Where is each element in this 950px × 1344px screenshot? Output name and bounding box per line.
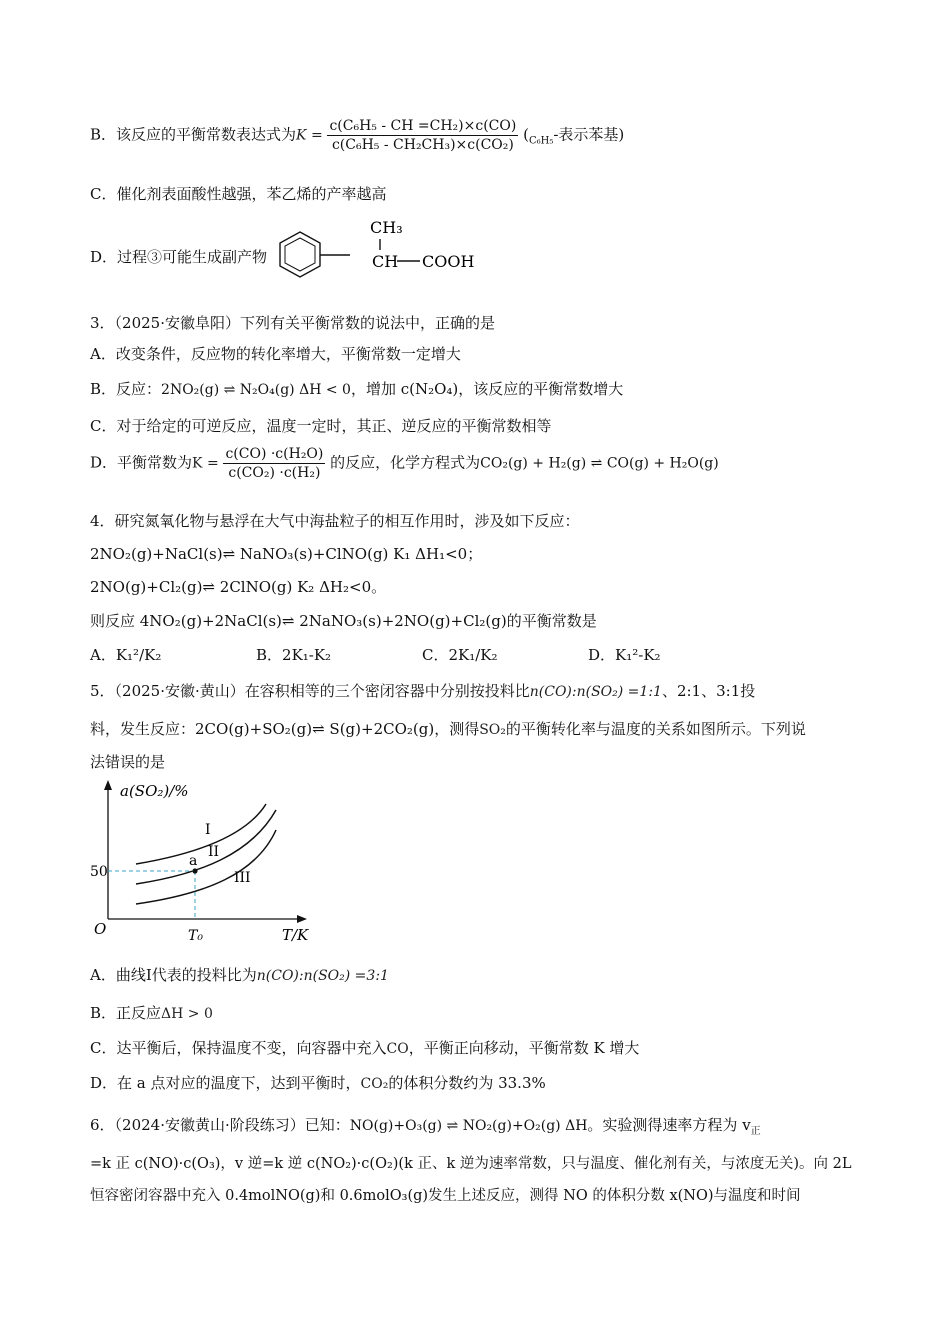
q3-d-mid: 的反应，化学方程式为 [330,453,481,472]
q3-d-denominator: c(CO₂) ·c(H₂) [228,465,321,481]
q3-d-numerator: c(CO) ·c(H₂O) [225,446,324,462]
q4-option-b: B．2K₁-K₂ [256,646,332,664]
q4-reaction-1: 2NO₂(g)+NaCl(s)⇌ NaNO₃(s)+ClNO(g) K₁ ΔH₁<0； [90,545,483,563]
q5-d-prefix: D．在 a 点对应的温度下，达到平衡时， [90,1074,361,1092]
q3-option-c: C．对于给定的可逆反应，温度一定时，其正、逆反应的平衡常数相等 [90,417,552,435]
q2-option-c: C．催化剂表面酸性越强，苯乙烯的产率越高 [90,185,387,203]
q2-b-suffix: -表示苯基) [553,125,625,144]
y-tick-50: 50 [90,864,108,880]
q5-a-prefix: A．曲线Ⅰ代表的投料比为 [90,966,257,984]
curve-iii-label: III [234,870,251,886]
q2-b-paren: ( [523,125,529,144]
q2-option-b [90,118,624,153]
q3-option-a: A．改变条件，反应物的转化率增大，平衡常数一定增大 [90,345,461,363]
ch3-label: CH₃ [370,218,403,237]
y-axis-label: a(SO₂)/% [120,782,189,800]
q5-line-1 [90,680,755,701]
q5-l2-tail: 的平衡转化率与温度的关系如图所示。下列说 [505,720,806,738]
q5-a-ratio: n(CO):n(SO₂) =3:1 [256,968,389,984]
q6-l1-tail: 。实验测得速率方程为 v [587,1116,751,1134]
q4-option-a: A．K₁²/K₂ [90,646,162,664]
q5-option-b [90,1002,213,1023]
q6-l1-sub: 正 [750,1126,761,1137]
q5-l2-so2: SO₂ [479,722,506,738]
q5-option-d [90,1072,546,1093]
q5-line-2 [90,718,806,739]
q5-b-dh: ΔH > 0 [161,1006,213,1022]
q4-option-d: D．K₁²-K₂ [588,646,661,664]
point-a [192,868,197,873]
q2-b-numerator: c(C₆H₅ - CH =CH₂)×c(CO) [329,118,517,134]
q5-c-prefix: C．达平衡后，保持温度不变，向容器中充入 [90,1039,387,1057]
q6-l1-text: 6．（2024·安徽黄山·阶段练习）已知： [90,1116,350,1134]
q5-l1-tail: 、2:1、3:1投 [661,682,756,700]
curve-ii-label: II [208,844,220,860]
q2-b-prefix: B．该反应的平衡常数表达式为 [90,125,297,144]
q6-line-3: 恒容密闭容器中充入 0.4molNO(g)和 0.6molO₃(g)发生上述反应，测得 NO 的体积分数 x(NO)与温度和时间 [90,1188,801,1204]
q3-option-d [90,446,719,481]
q6-l1-equation: NO(g)+O₃(g) ⇌ NO₂(g)+O₂(g) ΔH [349,1118,588,1134]
q3-b-suffix: ，增加 c(N₂O₄)，该反应的平衡常数增大 [350,380,624,398]
q6-line-2: =k 正 c(NO)·c(O₃)，v 逆=k 逆 c(NO₂)·c(O₂)(k 正、k 逆为速率常数，只与温度、催化剂有关，与浓度无关)。向 2L [90,1156,852,1172]
q4-title: 4．研究氮氧化物与悬浮在大气中海盐粒子的相互作用时，涉及如下反应： [90,512,580,530]
q3-b-prefix: B．反应： [90,380,162,398]
q4-reaction-2: 2NO(g)+Cl₂(g)⇌ 2ClNO(g) K₂ ΔH₂<0。 [90,578,387,596]
x-tick-t0: T₀ [188,928,203,944]
q2-b-fraction [327,118,518,153]
q5-line-3: 法错误的是 [90,753,166,771]
q3-d-fraction [223,446,325,481]
q4-question: 则反应 4NO₂(g)+2NaCl(s)⇌ 2NaNO₃(s)+2NO(g)+Cl₂(g)的平衡常数是 [90,612,597,630]
q6-line-1 [90,1114,761,1137]
q5-c-suffix: ，平衡正向移动，平衡常数 K 增大 [408,1039,640,1057]
q2-b-denominator: c(C₆H₅ - CH₂CH₃)×c(CO₂) [331,137,514,153]
q5-l2-text: 料，发生反应：2CO(g)+SO₂(g)⇌ S(g)+2CO₂(g)，测得 [90,720,480,738]
q5-option-a [90,964,389,985]
q5-option-c [90,1037,639,1058]
phenylpropanoic-acid-structure [262,214,492,280]
q5-c-co: CO [386,1041,409,1057]
q2-option-d: D．过程③可能生成副产物 [90,248,268,266]
q5-l1-ratio: n(CO):n(SO₂) =1:1 [529,684,662,700]
q3-d-equation: CO₂(g) + H₂(g) ⇌ CO(g) + H₂O(g) [480,455,719,472]
cooh-label: COOH [422,252,475,271]
x-axis-label: T/K [282,926,309,944]
q3-d-prefix: D．平衡常数为 [90,453,193,472]
q2-b-group: C₆H₅ [528,135,554,147]
q5-l1-text: 5．（2025·安徽·黄山）在容积相等的三个密闭容器中分别按投料比 [90,682,530,700]
q3-b-equation: 2NO₂(g) ⇌ N₂O₄(g) ΔH < 0 [161,382,351,398]
point-a-label: a [189,853,198,869]
curve-i [136,804,266,864]
q5-b-prefix: B．正反应 [90,1004,162,1022]
q3-option-b [90,378,623,399]
ch-label: CH [372,252,399,271]
q4-option-c: C．2K₁/K₂ [422,646,498,664]
q5-d-co2: CO₂ [360,1076,389,1092]
q3-d-k: K = [192,455,219,472]
origin-label: O [94,920,107,938]
curve-i-label: I [205,822,211,838]
q5-d-suffix: 的体积分数约为 33.3% [388,1074,546,1092]
q3-title: 3．（2025·安徽阜阳）下列有关平衡常数的说法中，正确的是 [90,314,495,332]
so2-conversion-graph [86,776,316,950]
q2-b-k: K = [296,127,323,144]
